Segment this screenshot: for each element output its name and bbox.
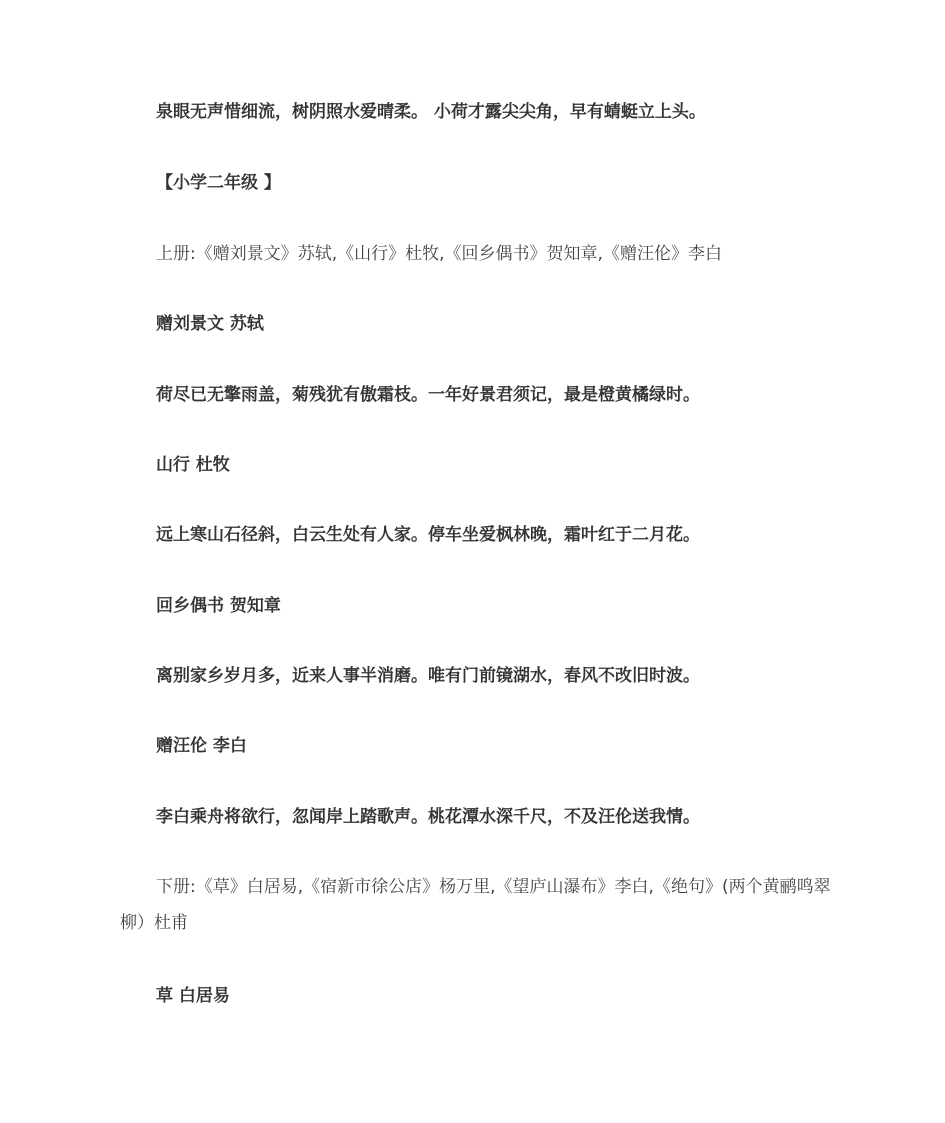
poem-text: 李白乘舟将欲行，忽闻岸上踏歌声。桃花潭水深千尺，不及汪伦送我情。 — [156, 807, 700, 827]
poem-title: 赠刘景文 苏轼 — [156, 314, 264, 334]
volume-2-poem-list: 下册:《草》白居易,《宿新市徐公店》杨万里,《望庐山瀑布》李白,《绝句》(两个黄鹂鸣翠柳）杜甫 — [120, 877, 831, 933]
poem-title: 回乡偶书 贺知章 — [156, 596, 281, 616]
grade-heading: 【小学二年级 】 — [156, 173, 281, 193]
poem-title: 赠汪伦 李白 — [156, 736, 247, 756]
poem-title: 草 白居易 — [156, 986, 230, 1006]
poem-title: 山行 杜牧 — [156, 455, 230, 475]
volume-1-poem-list: 上册:《赠刘景文》苏轼,《山行》杜牧,《回乡偶书》贺知章,《赠汪伦》李白 — [156, 244, 722, 264]
poem-text-line: 泉眼无声惜细流，树阴照水爱晴柔。 小荷才露尖尖角，早有蜻蜓立上头。 — [156, 102, 706, 122]
poem-text: 远上寒山石径斜，白云生处有人家。停车坐爱枫林晚，霜叶红于二月花。 — [156, 525, 700, 545]
poem-text: 离别家乡岁月多，近来人事半消磨。唯有门前镜湖水，春风不改旧时波。 — [156, 666, 700, 686]
poem-text: 荷尽已无擎雨盖，菊残犹有傲霜枝。一年好景君须记，最是橙黄橘绿时。 — [156, 385, 700, 405]
